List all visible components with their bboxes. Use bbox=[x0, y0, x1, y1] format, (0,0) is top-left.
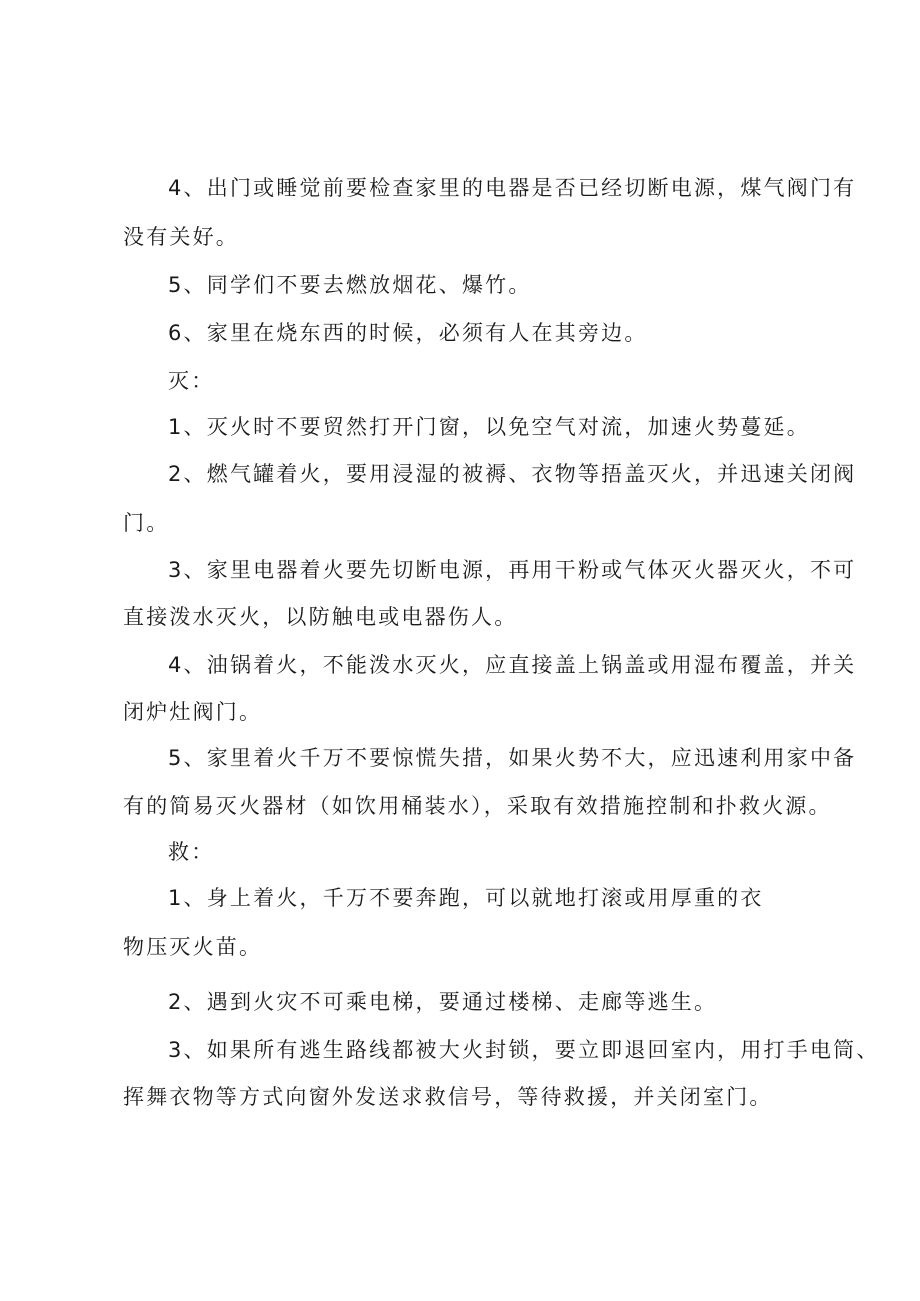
extinguish-item-5-line-1: 5、家里着火千万不要惊慌失措，如果火势不大，应迅速利用家中备 bbox=[168, 746, 857, 770]
rescue-item-2: 2、遇到火灾不可乘电梯，要通过楼梯、走廊等逃生。 bbox=[168, 990, 718, 1014]
prevention-item-4-line-1: 4、出门或睡觉前要检查家里的电器是否已经切断电源，煤气阀门有 bbox=[168, 176, 857, 200]
rescue-heading: 救： bbox=[168, 840, 215, 864]
rescue-item-3-line-1: 3、如果所有逃生路线都被大火封锁，要立即退回室内，用打手电筒、 bbox=[168, 1038, 880, 1062]
extinguish-item-4-line-1: 4、油锅着火，不能泼水灭火，应直接盖上锅盖或用湿布覆盖，并关 bbox=[168, 653, 857, 677]
prevention-item-5: 5、同学们不要去燃放烟花、爆竹。 bbox=[168, 273, 532, 297]
rescue-item-1-line-2: 物压灭火苗。 bbox=[123, 935, 263, 959]
rescue-item-1-line-1: 1、身上着火，千万不要奔跑，可以就地打滚或用厚重的衣 bbox=[168, 886, 764, 910]
prevention-item-4-line-2: 没有关好。 bbox=[123, 225, 239, 249]
extinguish-item-1: 1、灭火时不要贸然打开门窗，以免空气对流，加速火势蔓延。 bbox=[168, 415, 810, 439]
extinguish-item-3-line-1: 3、家里电器着火要先切断电源，再用干粉或气体灭火器灭火，不可 bbox=[168, 558, 857, 582]
extinguish-item-2-line-1: 2、燃气罐着火，要用浸湿的被褥、衣物等捂盖灭火，并迅速关闭阀 bbox=[168, 462, 857, 486]
extinguish-item-5-line-2: 有的简易灭火器材（如饮用桶装水），采取有效措施控制和扑救火源。 bbox=[123, 794, 832, 818]
prevention-item-6: 6、家里在烧东西的时候，必须有人在其旁边。 bbox=[168, 321, 648, 345]
extinguish-heading: 灭： bbox=[168, 369, 215, 393]
extinguish-item-2-line-2: 门。 bbox=[123, 511, 170, 535]
extinguish-item-3-line-2: 直接泼水灭火，以防触电或电器伤人。 bbox=[123, 605, 518, 629]
extinguish-item-4-line-2: 闭炉灶阀门。 bbox=[123, 700, 263, 724]
rescue-item-3-line-2: 挥舞衣物等方式向窗外发送求救信号，等待救援，并关闭室门。 bbox=[123, 1085, 773, 1109]
